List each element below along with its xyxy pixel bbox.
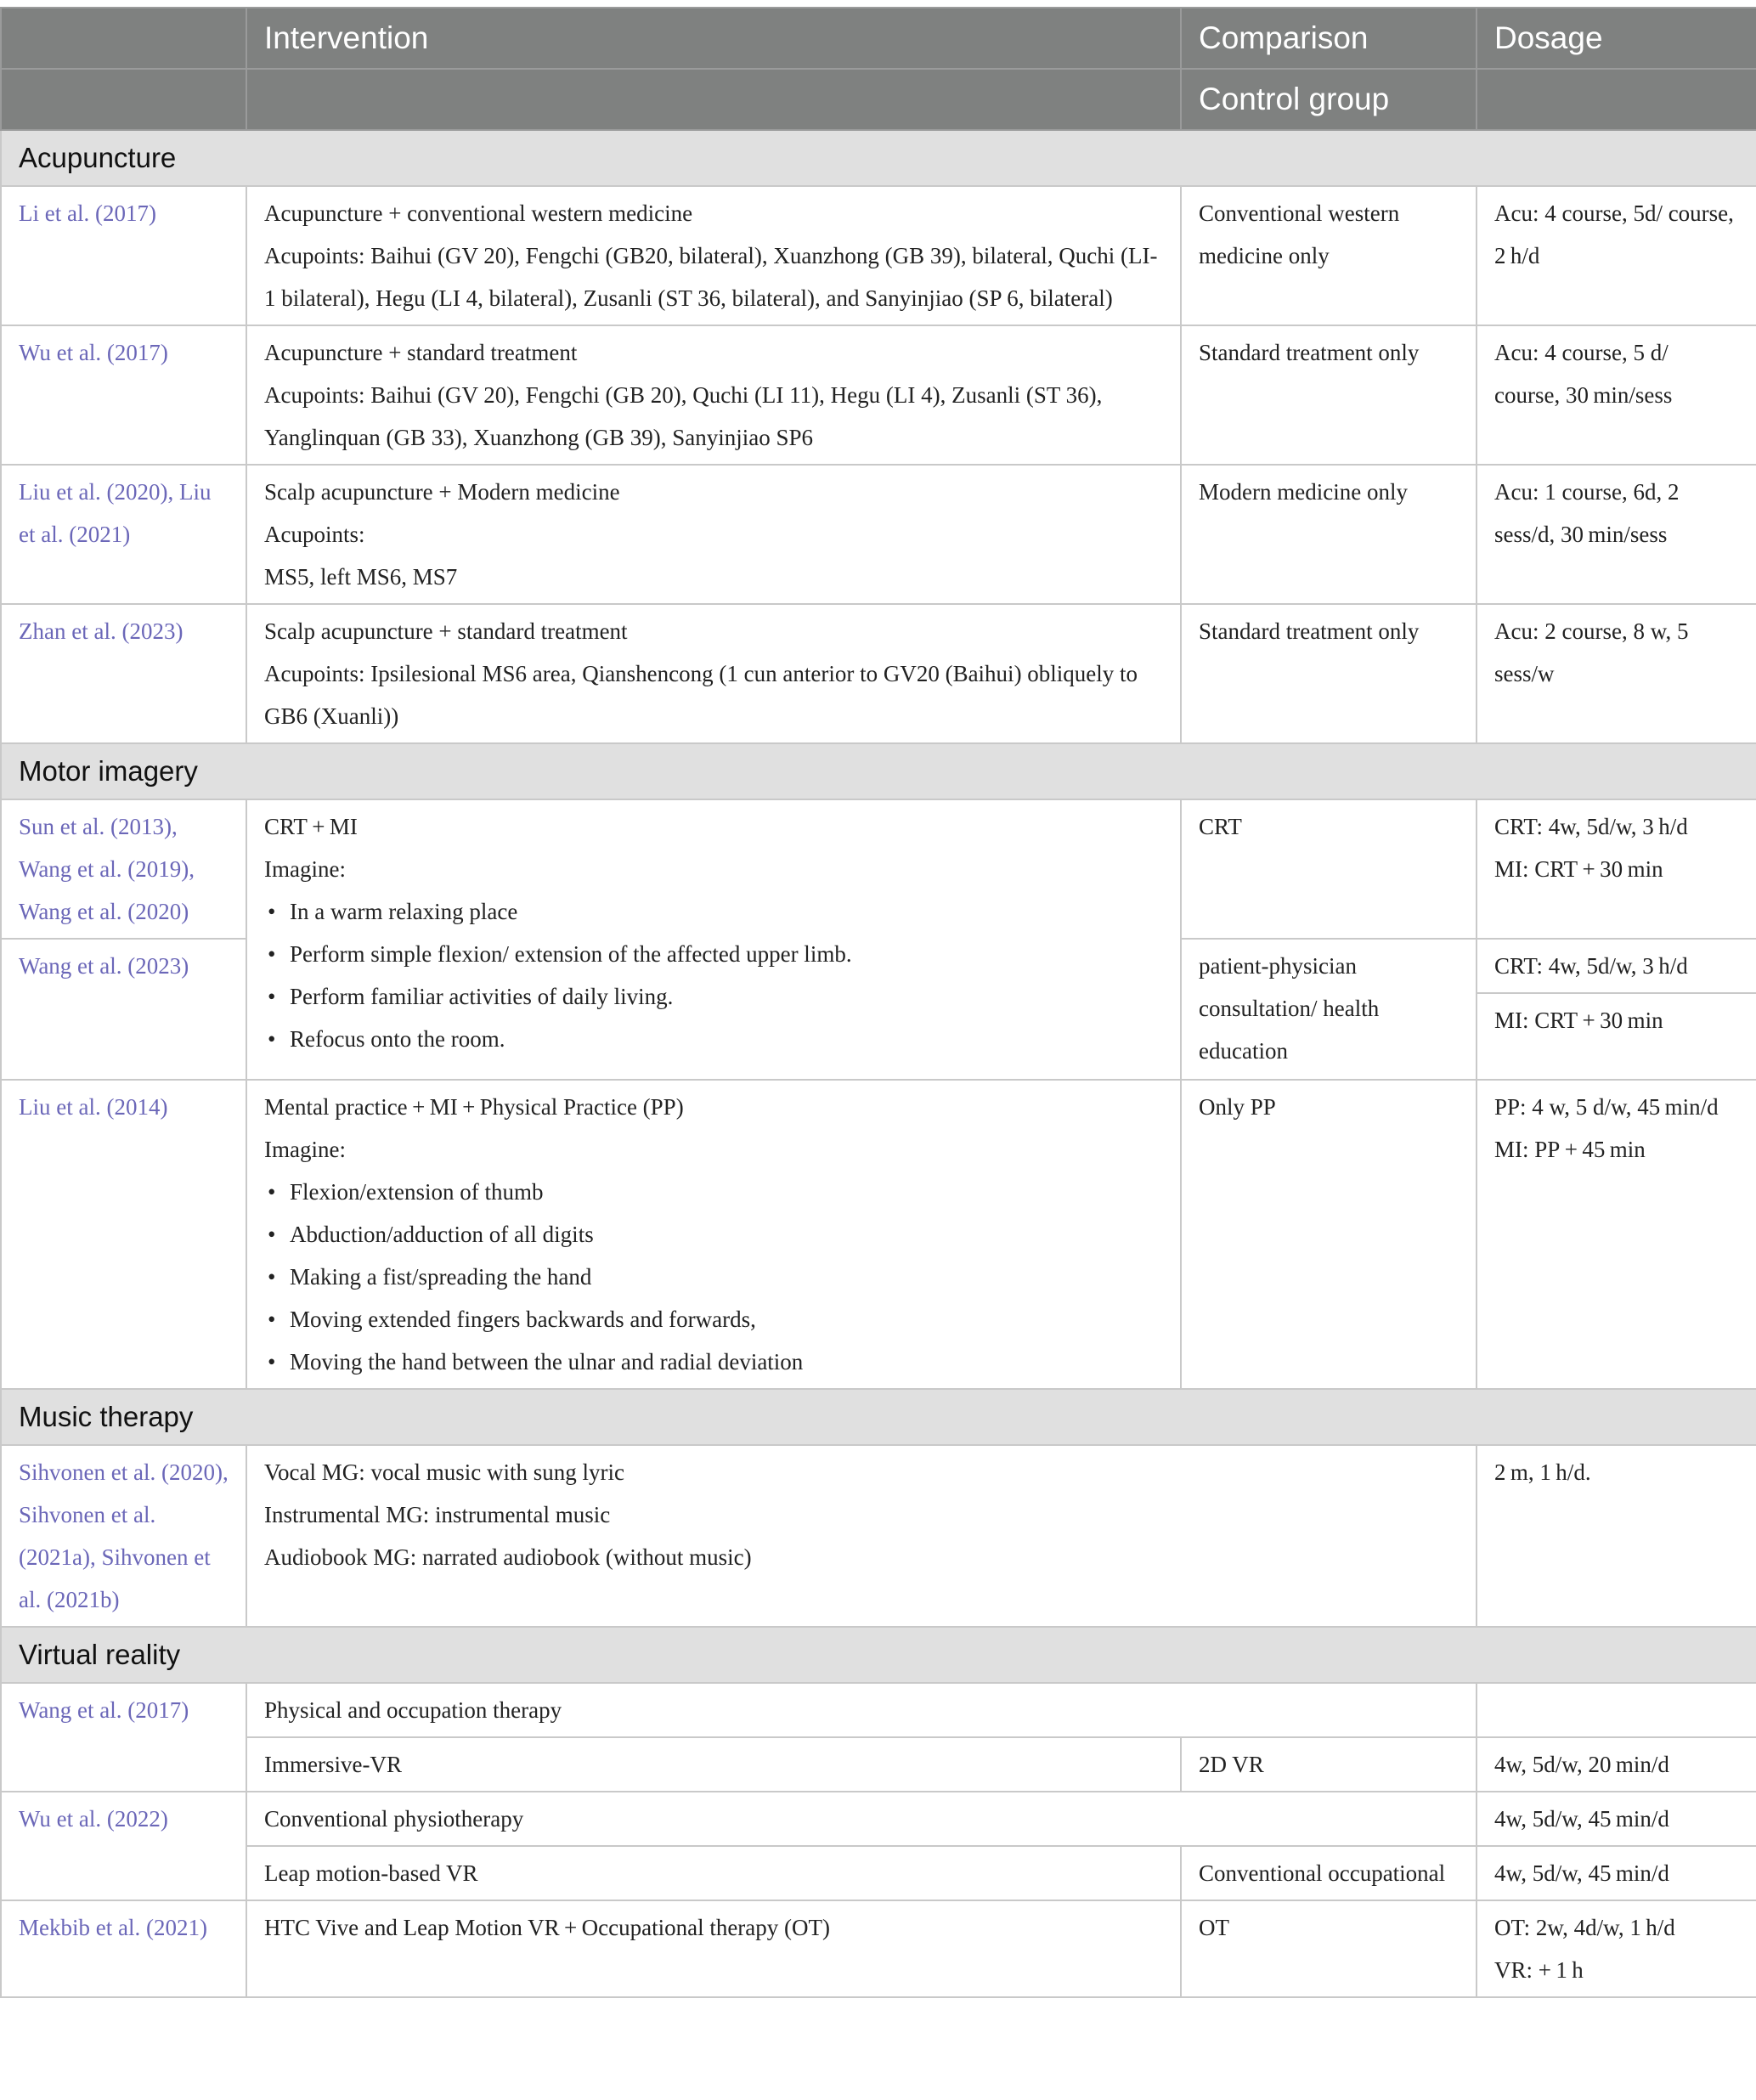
reference-link[interactable]: Wang et al. (2023) — [1, 939, 246, 1080]
intervention-line: Vocal MG: vocal music with sung lyric — [264, 1459, 624, 1485]
dosage-cell — [1477, 1900, 1756, 1997]
header-blank-4 — [1477, 69, 1756, 130]
intervention-cell — [246, 325, 1181, 465]
table-row — [1, 1846, 1756, 1900]
intervention-line: Acupoints: Baihui (GV 20), Fengchi (GB 20), Quchi (LI 11), Hegu (LI 4), Zusanli (ST 36), Yanglinquan (GB 33), Xuanzhong (GB 39), Sanyinjiao SP6 — [264, 382, 1103, 450]
intervention-line: Acupuncture + standard treatment — [264, 340, 578, 365]
control-cell: 2D VR — [1181, 1737, 1477, 1792]
intervention-line: Instrumental MG: instrumental music — [264, 1502, 611, 1527]
intervention-line: Acupoints: — [264, 522, 365, 547]
intervention-line: Acupoints: Baihui (GV 20), Fengchi (GB20, bilateral), Xuanzhong (GB 39), bilateral, Quchi (LI- 1 bilateral), Hegu (LI 4, bilateral), Zusanli (ST 36, bilateral), and Sanyinjiao (SP 6, bilateral) — [264, 243, 1158, 311]
reference-link[interactable]: Wang et al. (2017) — [1, 1683, 246, 1792]
dosage-line: CRT: 4w, 5d/w, 3 h/d — [1494, 814, 1688, 839]
intervention-cell — [246, 604, 1181, 743]
dosage-line: MI: PP + 45 min — [1494, 1137, 1646, 1162]
reference-cell: Sun et al. (2013), Wang et al. (2019), Wang et al. (2020) — [1, 799, 246, 939]
intervention-cell — [246, 1080, 1181, 1389]
reference-link[interactable]: Wang et al. (2020) — [19, 899, 189, 924]
dosage-cell: 4w, 5d/w, 45 min/d — [1477, 1846, 1756, 1900]
intervention-line: Imagine: — [264, 856, 346, 882]
list-item: • Perform simple flexion/ extension of the affected upper limb. — [290, 933, 1163, 975]
header-blank-3 — [246, 69, 1181, 130]
dosage-cell — [1477, 1683, 1756, 1737]
intervention-line: MS5, left MS6, MS7 — [264, 564, 458, 590]
table-row — [1, 1683, 1756, 1737]
control-cell: Only PP — [1181, 1080, 1477, 1389]
intervention-line: Acupoints: Ipsilesional MS6 area, Qianshencong (1 cun anterior to GV20 (Baihui) obliquely to GB6 (Xuanli)) — [264, 661, 1138, 729]
reference-cell: Sihvonen et al. (2020), Sihvonen et al. (2021a), Sihvonen et al. (2021b) — [1, 1445, 246, 1627]
comparison-table — [0, 7, 1756, 1998]
control-cell: Conventional western medicine only — [1181, 186, 1477, 325]
section-acupuncture: Acupuncture — [1, 130, 1756, 186]
table-row — [1, 186, 1756, 325]
reference-link[interactable]: Sihvonen et al. (2021b) — [19, 1544, 211, 1612]
reference-link[interactable]: Liu et al. (2014) — [1, 1080, 246, 1389]
table-row — [1, 604, 1756, 743]
dosage-cell: Acu: 2 course, 8 w, 5 sess/w — [1477, 604, 1756, 743]
table-row — [1, 1792, 1756, 1846]
table-row — [1, 325, 1756, 465]
intervention-line: Audiobook MG: narrated audiobook (without music) — [264, 1544, 752, 1570]
dosage-cell: CRT: 4w, 5d/w, 3 h/d — [1477, 939, 1756, 993]
header-blank-2 — [1, 69, 246, 130]
reference-link[interactable]: Liu et al. (2021) — [19, 479, 212, 547]
intervention-line: Acupuncture + conventional western medicine — [264, 200, 693, 226]
dosage-cell: MI: CRT + 30 min — [1477, 993, 1756, 1080]
dosage-cell: 2 m, 1 h/d. — [1477, 1445, 1756, 1627]
dosage-cell: 4w, 5d/w, 45 min/d — [1477, 1792, 1756, 1846]
control-cell: patient-physician consultation/ health education — [1181, 939, 1477, 1080]
section-row — [1, 1627, 1756, 1683]
table-row — [1, 1080, 1756, 1389]
list-item: • Refocus onto the room. — [290, 1018, 1163, 1060]
list-item: • Moving the hand between the ulnar and radial deviation — [290, 1341, 1163, 1383]
list-item: • Flexion/extension of thumb — [290, 1171, 1163, 1213]
control-cell: Modern medicine only — [1181, 465, 1477, 604]
dosage-line: MI: CRT + 30 min — [1494, 856, 1663, 882]
section-music-therapy: Music therapy — [1, 1389, 1756, 1445]
header-comparison: Comparison — [1181, 8, 1477, 69]
dosage-line: OT: 2w, 4d/w, 1 h/d — [1494, 1915, 1675, 1940]
imagine-list — [264, 890, 1163, 1060]
intervention-cell — [246, 799, 1181, 1080]
control-cell: OT — [1181, 1900, 1477, 1997]
dosage-cell: Acu: 4 course, 5d/ course, 2 h/d — [1477, 186, 1756, 325]
imagine-list — [264, 1171, 1163, 1383]
table-row — [1, 799, 1756, 939]
intervention-cell: Leap motion-based VR — [246, 1846, 1181, 1900]
section-virtual-reality: Virtual reality — [1, 1627, 1756, 1683]
control-cell: Standard treatment only — [1181, 325, 1477, 465]
dosage-cell: Acu: 1 course, 6d, 2 sess/d, 30 min/sess — [1477, 465, 1756, 604]
dosage-line: VR: + 1 h — [1494, 1957, 1584, 1983]
list-item: • In a warm relaxing place — [290, 890, 1163, 933]
list-item: • Abduction/adduction of all digits — [290, 1213, 1163, 1256]
intervention-cell: Immersive-VR — [246, 1737, 1181, 1792]
reference-link[interactable]: Sihvonen et al. (2020) — [19, 1459, 223, 1485]
reference-link[interactable]: Li et al. (2017) — [1, 186, 246, 325]
section-row — [1, 1389, 1756, 1445]
control-cell: CRT — [1181, 799, 1477, 939]
reference-link[interactable]: Wu et al. (2022) — [1, 1792, 246, 1900]
reference-link[interactable]: Liu et al. (2020) — [19, 479, 168, 505]
dosage-cell: Acu: 4 course, 5 d/ course, 30 min/sess — [1477, 325, 1756, 465]
intervention-cell: Conventional physiotherapy — [246, 1792, 1477, 1846]
section-row — [1, 743, 1756, 799]
intervention-line: Scalp acupuncture + Modern medicine — [264, 479, 620, 505]
dosage-line: PP: 4 w, 5 d/w, 45 min/d — [1494, 1094, 1719, 1120]
list-item: • Making a fist/spreading the hand — [290, 1256, 1163, 1298]
control-cell: Conventional occupational — [1181, 1846, 1477, 1900]
header-blank — [1, 8, 246, 69]
reference-cell: Liu et al. (2020), Liu et al. (2021) — [1, 465, 246, 604]
control-cell: Standard treatment only — [1181, 604, 1477, 743]
intervention-line: CRT + MI — [264, 814, 358, 839]
dosage-cell: 4w, 5d/w, 20 min/d — [1477, 1737, 1756, 1792]
reference-link[interactable]: Wu et al. (2017) — [1, 325, 246, 465]
header-intervention: Intervention — [246, 8, 1181, 69]
table-row — [1, 1900, 1756, 1997]
table-row — [1, 1445, 1756, 1627]
intervention-line: Mental practice + MI + Physical Practice (PP) — [264, 1094, 684, 1120]
intervention-cell — [246, 465, 1181, 604]
list-item: • Moving extended fingers backwards and forwards, — [290, 1298, 1163, 1341]
intervention-line: Scalp acupuncture + standard treatment — [264, 618, 628, 644]
reference-link[interactable]: Mekbib et al. (2021) — [1, 1900, 246, 1997]
header-row — [1, 8, 1756, 69]
reference-link[interactable]: Sun et al. (2013) — [19, 814, 172, 839]
table-row — [1, 465, 1756, 604]
section-row — [1, 130, 1756, 186]
intervention-cell — [246, 1445, 1477, 1627]
dosage-cell — [1477, 799, 1756, 939]
header-row-2 — [1, 69, 1756, 130]
intervention-cell — [246, 186, 1181, 325]
reference-link[interactable]: Wang et al. (2019) — [19, 856, 189, 882]
intervention-cell: HTC Vive and Leap Motion VR + Occupational therapy (OT) — [246, 1900, 1181, 1997]
reference-link[interactable]: Sihvonen et al. (2021a) — [19, 1502, 156, 1570]
list-item: • Perform familiar activities of daily living. — [290, 975, 1163, 1018]
intervention-cell: Physical and occupation therapy — [246, 1683, 1477, 1737]
reference-link[interactable]: Zhan et al. (2023) — [1, 604, 246, 743]
section-motor-imagery: Motor imagery — [1, 743, 1756, 799]
header-control-group: Control group — [1181, 69, 1477, 130]
header-dosage: Dosage — [1477, 8, 1756, 69]
table-row — [1, 1737, 1756, 1792]
dosage-cell — [1477, 1080, 1756, 1389]
intervention-line: Imagine: — [264, 1137, 346, 1162]
